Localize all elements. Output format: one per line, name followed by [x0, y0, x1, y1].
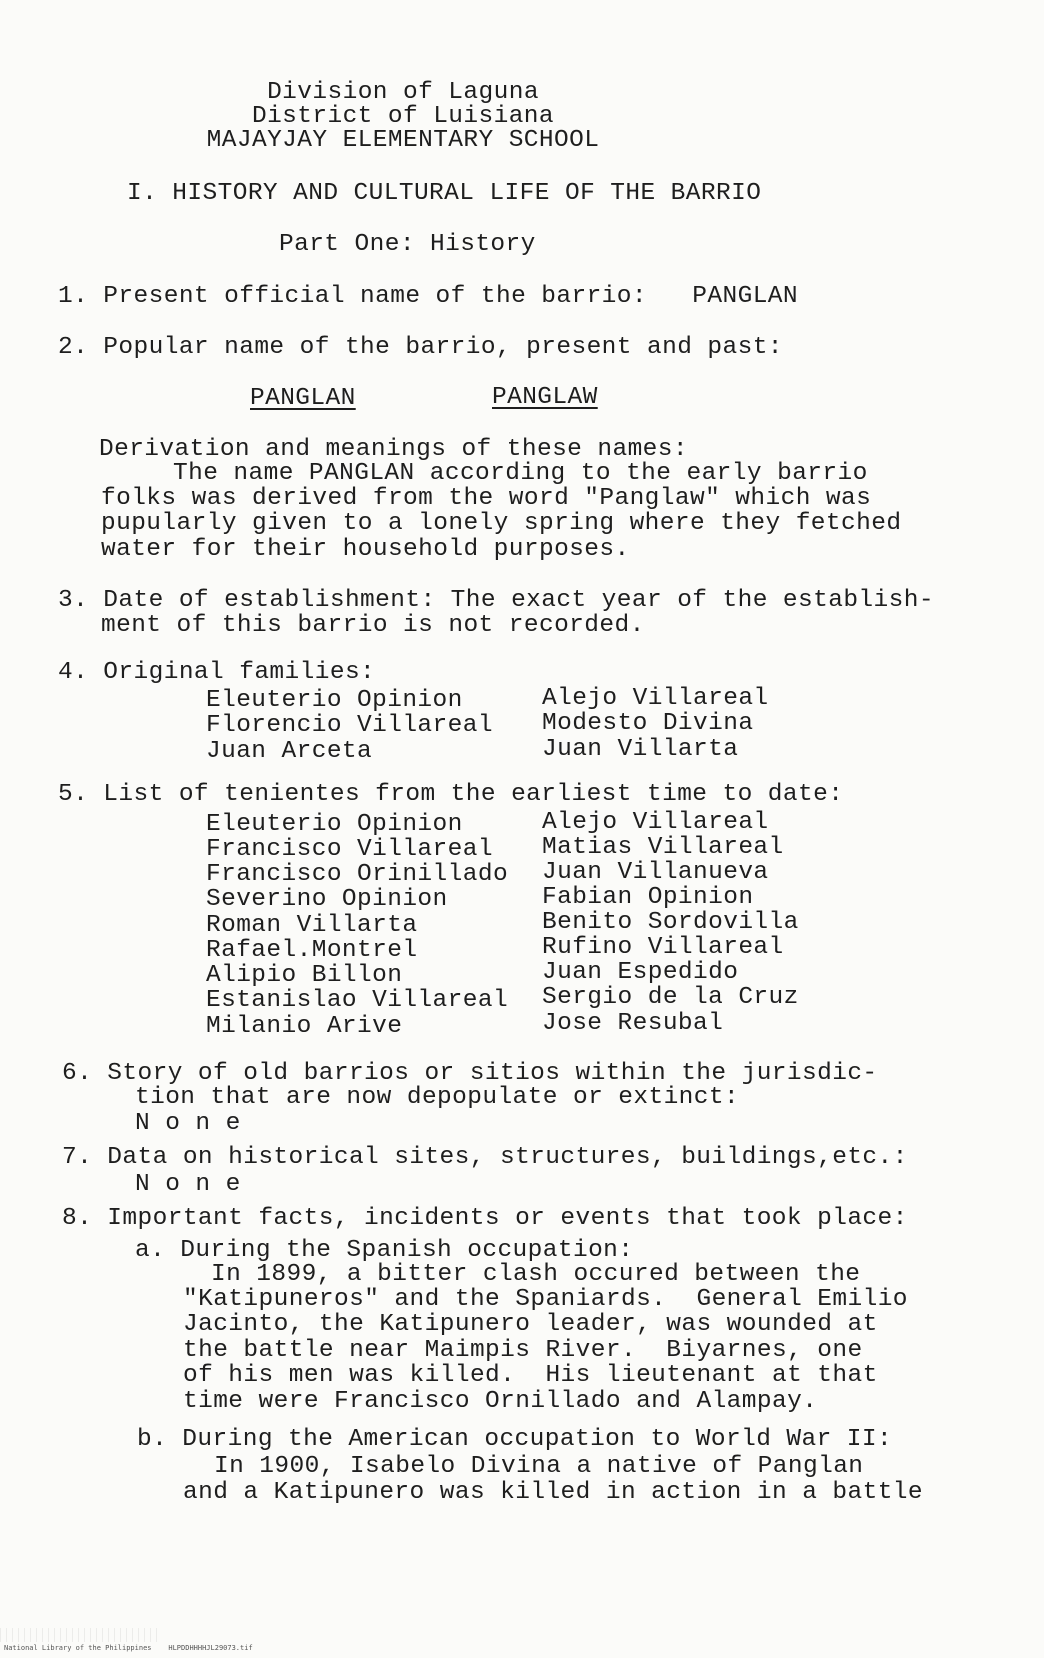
- question-6-answer: N o n e: [135, 1110, 241, 1137]
- popular-name-present: PANGLAN: [250, 385, 356, 412]
- question-2: 2. Popular name of the barrio, present and past:: [58, 334, 783, 361]
- teniente-name: Severino Opinion: [206, 886, 448, 913]
- question-7: 7. Data on historical sites, structures, buildings,etc.:: [62, 1144, 908, 1171]
- derivation-line: folks was derived from the word "Panglaw" which was: [101, 485, 872, 512]
- header-school: MAJAYJAY ELEMENTARY SCHOOL: [206, 127, 600, 154]
- popular-name-past: PANGLAW: [492, 384, 598, 411]
- derivation-line: The name PANGLAN according to the early barrio: [173, 460, 868, 487]
- teniente-name: Juan Villanueva: [542, 859, 769, 886]
- teniente-name: Francisco Orinillado: [206, 861, 509, 888]
- section-title: I. HISTORY AND CULTURAL LIFE OF THE BARRIO: [127, 180, 762, 207]
- teniente-name: Sergio de la Cruz: [542, 984, 799, 1011]
- question-1: 1. Present official name of the barrio: PANGLAN: [58, 283, 799, 310]
- question-3: 3. Date of establishment: The exact year of the establish-: [58, 587, 934, 614]
- teniente-name: Francisco Villareal: [206, 836, 493, 863]
- teniente-name: Alejo Villareal: [542, 809, 769, 836]
- teniente-name: Fabian Opinion: [542, 884, 754, 911]
- family-name: Florencio Villareal: [206, 712, 493, 739]
- question-8: 8. Important facts, incidents or events that took place:: [62, 1205, 908, 1232]
- teniente-name: Matias Villareal: [542, 834, 784, 861]
- family-name: Alejo Villareal: [542, 685, 769, 712]
- teniente-name: Estanislao Villareal: [206, 987, 509, 1014]
- family-name: Juan Villarta: [542, 736, 739, 763]
- footer-file: HLPDDHHHHJL29073.tif: [168, 1644, 253, 1652]
- question-8b: b. During the American occupation to World War II:: [137, 1426, 893, 1453]
- question-5: 5. List of tenientes from the earliest time to date:: [58, 781, 844, 808]
- q8a-text-line: the battle near Maimpis River. Biyarnes, one: [183, 1337, 863, 1364]
- header-division: Division of Laguna: [267, 79, 539, 106]
- derivation-line: pupularly given to a lonely spring where they fetched: [101, 510, 902, 537]
- question-4: 4. Original families:: [58, 659, 376, 686]
- part-title: Part One: History: [279, 231, 536, 258]
- teniente-name: Rafael.Montrel: [206, 937, 418, 964]
- teniente-name: Juan Espedido: [542, 959, 739, 986]
- teniente-name: Eleuterio Opinion: [206, 811, 463, 838]
- question-8a: a. During the Spanish occupation:: [135, 1237, 634, 1264]
- footer-library: National Library of the Philippines: [4, 1644, 152, 1652]
- teniente-name: Alipio Billon: [206, 962, 403, 989]
- teniente-name: Benito Sordovilla: [542, 909, 799, 936]
- teniente-name: Jose Resubal: [542, 1010, 724, 1037]
- question-6-continued: tion that are now depopulate or extinct:: [135, 1084, 740, 1111]
- derivation-line: water for their household purposes.: [101, 536, 630, 563]
- teniente-name: Milanio Arive: [206, 1013, 403, 1040]
- scan-noise: [0, 1628, 160, 1642]
- q8a-text-line: time were Francisco Ornillado and Alampay.: [183, 1388, 818, 1415]
- q8b-text-line: In 1900, Isabelo Divina a native of Panglan: [214, 1453, 864, 1480]
- family-name: Modesto Divina: [542, 710, 754, 737]
- family-name: Juan Arceta: [206, 738, 373, 765]
- question-6: 6. Story of old barrios or sitios within the jurisdic-: [62, 1060, 878, 1087]
- family-name: Eleuterio Opinion: [206, 687, 463, 714]
- derivation-heading: Derivation and meanings of these names:: [99, 436, 688, 463]
- q8a-text-line: "Katipuneros" and the Spaniards. General Emilio: [183, 1286, 908, 1313]
- q8b-text-line: and a Katipunero was killed in action in a battle: [183, 1479, 924, 1506]
- q8a-text-line: Jacinto, the Katipunero leader, was wounded at: [183, 1311, 878, 1338]
- question-7-answer: N o n e: [135, 1171, 241, 1198]
- header-district: District of Luisiana: [251, 103, 555, 130]
- teniente-name: Rufino Villareal: [542, 934, 784, 961]
- q8a-text-line: of his men was killed. His lieutenant at that: [183, 1362, 878, 1389]
- scan-footer: [4, 1644, 253, 1652]
- question-3-continued: ment of this barrio is not recorded.: [101, 612, 645, 639]
- teniente-name: Roman Villarta: [206, 912, 418, 939]
- q8a-text-line: In 1899, a bitter clash occured between the: [211, 1261, 861, 1288]
